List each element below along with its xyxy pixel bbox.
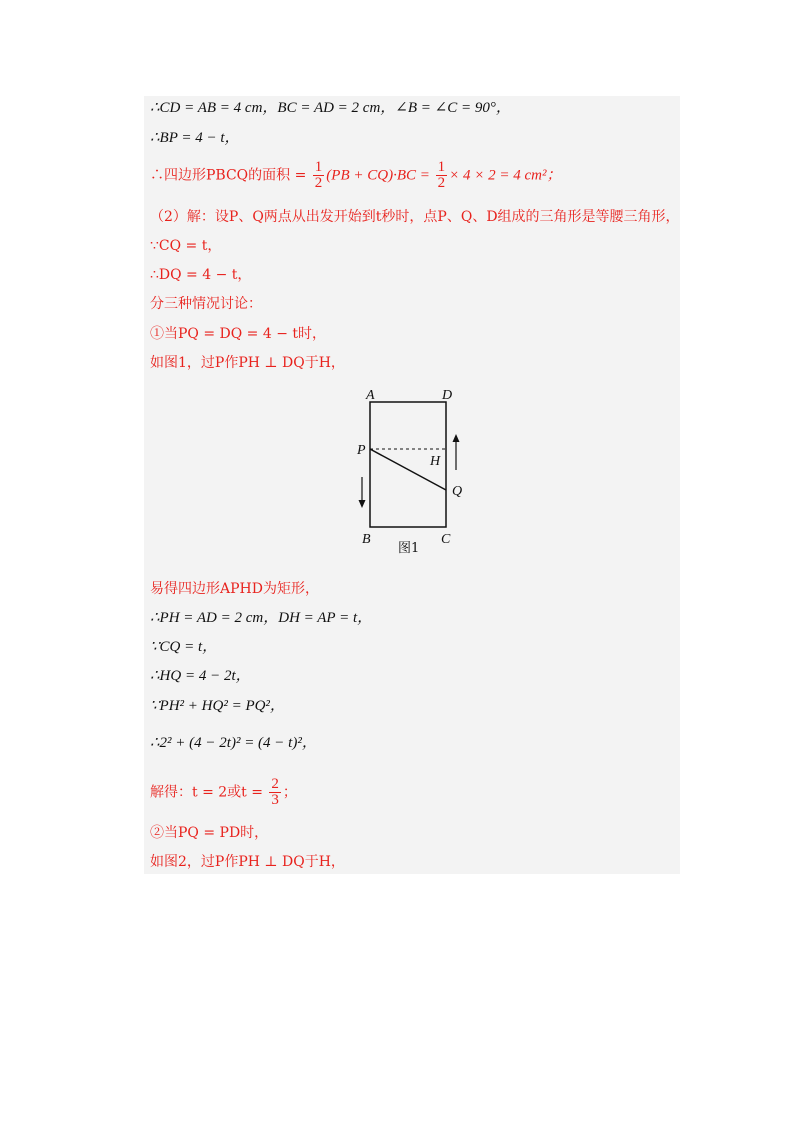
line-7: 分三种情况讨论： (150, 296, 262, 312)
fraction-half-2 (436, 160, 448, 191)
label-c: C (441, 532, 451, 547)
label-d: D (442, 388, 453, 403)
line-3-prefix: ∴四边形PBCQ的面积 = (150, 167, 311, 184)
line-3 (150, 160, 561, 191)
line-10: 易得四边形APHD为矩形， (150, 581, 319, 597)
line-16 (150, 777, 297, 808)
arrow-down-icon (359, 500, 366, 508)
line-18: 如图2，过P作PH ⊥ DQ于H， (150, 854, 345, 870)
line-5: ∵CQ = t， (150, 238, 222, 254)
line-9: 如图1，过P作PH ⊥ DQ于H， (150, 355, 345, 371)
line-4: （2）解：设P、Q两点从出发开始到t秒时，点P、Q、D组成的三角形是等腰三角形， (150, 209, 680, 225)
line-3-middle: (PB + CQ)·BC = (326, 167, 434, 184)
label-b: B (362, 532, 371, 547)
line-16-prefix: 解得：t = 2或t = (150, 784, 268, 801)
line-2: ∴BP = 4 − t， (150, 130, 240, 146)
fraction-denominator: 2 (314, 175, 323, 191)
line-11: ∴PH = AD = 2 cm，DH = AP = t， (150, 610, 373, 626)
arrow-up-icon (453, 434, 460, 442)
fraction-numerator: 1 (437, 159, 446, 175)
line-13: ∴HQ = 4 − 2t， (150, 668, 251, 684)
label-p: P (357, 443, 366, 458)
label-h: H (430, 454, 441, 469)
line-12: ∵CQ = t， (150, 639, 218, 655)
fraction-denominator: 2 (437, 175, 446, 191)
label-q: Q (452, 484, 463, 499)
line-3-suffix: × 4 × 2 = 4 cm²； (449, 167, 562, 184)
line-16-suffix: ； (282, 784, 297, 801)
fraction-two-thirds (269, 777, 281, 808)
fraction-denominator: 3 (271, 792, 279, 808)
figure-caption: 图1 (398, 541, 420, 556)
line-17: ②当PQ = PD时， (150, 825, 269, 841)
fraction-numerator: 2 (271, 776, 279, 792)
line-6: ∴DQ = 4 − t， (150, 267, 252, 283)
fraction-half-1 (313, 160, 325, 191)
line-1: ∴CD = AB = 4 cm，BC = AD = 2 cm，∠B = ∠C = 90°， (150, 100, 511, 116)
line-14: ∵PH² + HQ² = PQ²， (150, 698, 285, 714)
line-15: ∴2² + (4 − 2t)² = (4 − t)²， (150, 735, 317, 751)
figure-1-diagram (340, 382, 490, 562)
line-8: ①当PQ = DQ = 4 − t时， (150, 326, 327, 342)
fraction-numerator: 1 (314, 159, 323, 175)
label-a: A (366, 388, 375, 403)
